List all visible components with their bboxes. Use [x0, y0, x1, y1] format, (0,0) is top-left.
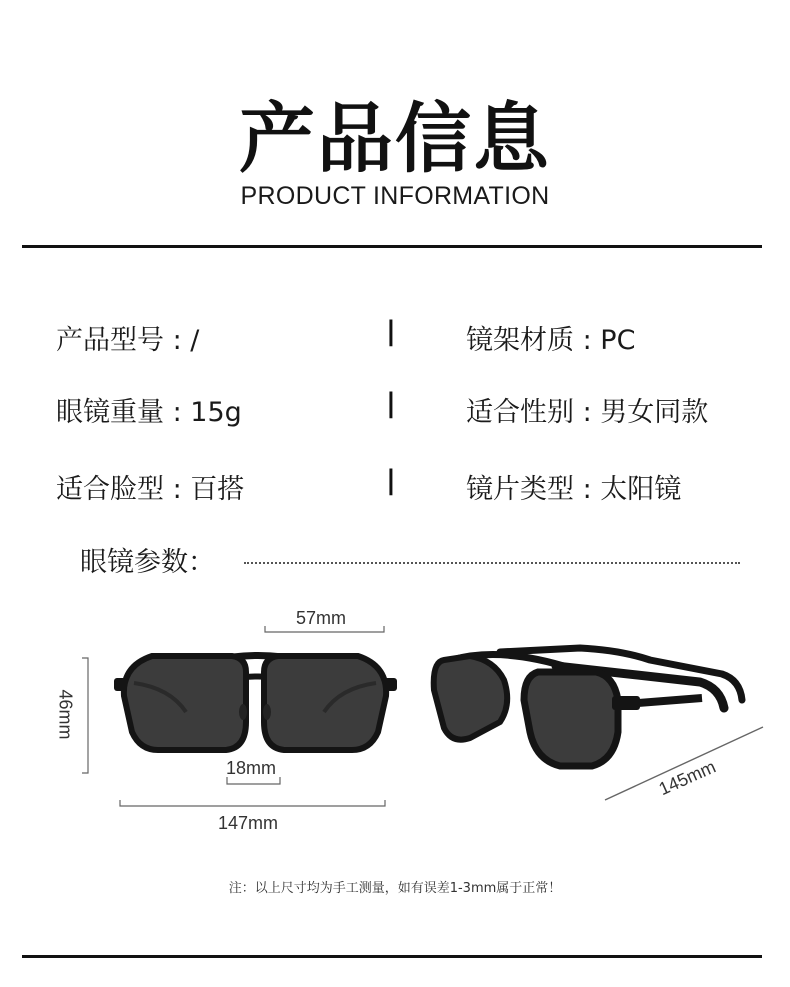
temple-length-label: 145mm: [655, 756, 719, 800]
frame-width-label: 147mm: [218, 813, 279, 833]
page-title: 产品信息: [239, 94, 551, 183]
spec-label: 镜片类型: [466, 474, 574, 505]
spec-separator: |: [386, 388, 396, 419]
measurement-note: 注：以上尺寸均为手工测量，如有误差1-3mm属于正常！: [228, 881, 562, 896]
spec-value: PC: [600, 325, 636, 356]
lens-height-label: 46mm: [55, 689, 76, 740]
spec-label: 眼镜重量: [56, 397, 164, 428]
bottom-divider: [22, 955, 762, 958]
spec-value: 男女同款: [600, 397, 709, 428]
spec-colon: :: [172, 325, 182, 356]
side-glasses-image: [434, 648, 742, 766]
spec-value: 太阳镜: [600, 474, 682, 505]
spec-colon: :: [172, 397, 182, 428]
spec-colon: :: [172, 474, 182, 505]
bridge-width-label: 18mm: [226, 758, 277, 778]
spec-value: 百搭: [190, 474, 245, 505]
lens-width-label: 57mm: [296, 608, 347, 628]
spec-label: 产品型号: [56, 325, 164, 356]
spec-separator: |: [386, 316, 396, 347]
front-glasses-image: [114, 656, 397, 751]
spec-label: 适合脸型: [56, 474, 164, 505]
spec-label: 镜架材质: [466, 325, 574, 356]
page-subtitle: PRODUCT INFORMATION: [240, 182, 550, 210]
spec-separator: |: [386, 465, 396, 496]
spec-colon: :: [582, 397, 592, 428]
params-label: 眼镜参数：: [80, 547, 215, 578]
spec-label: 适合性别: [466, 397, 574, 428]
spec-value: /: [190, 325, 200, 356]
spec-colon: :: [582, 474, 592, 505]
spec-value: 15g: [190, 397, 242, 428]
spec-colon: :: [582, 325, 592, 356]
